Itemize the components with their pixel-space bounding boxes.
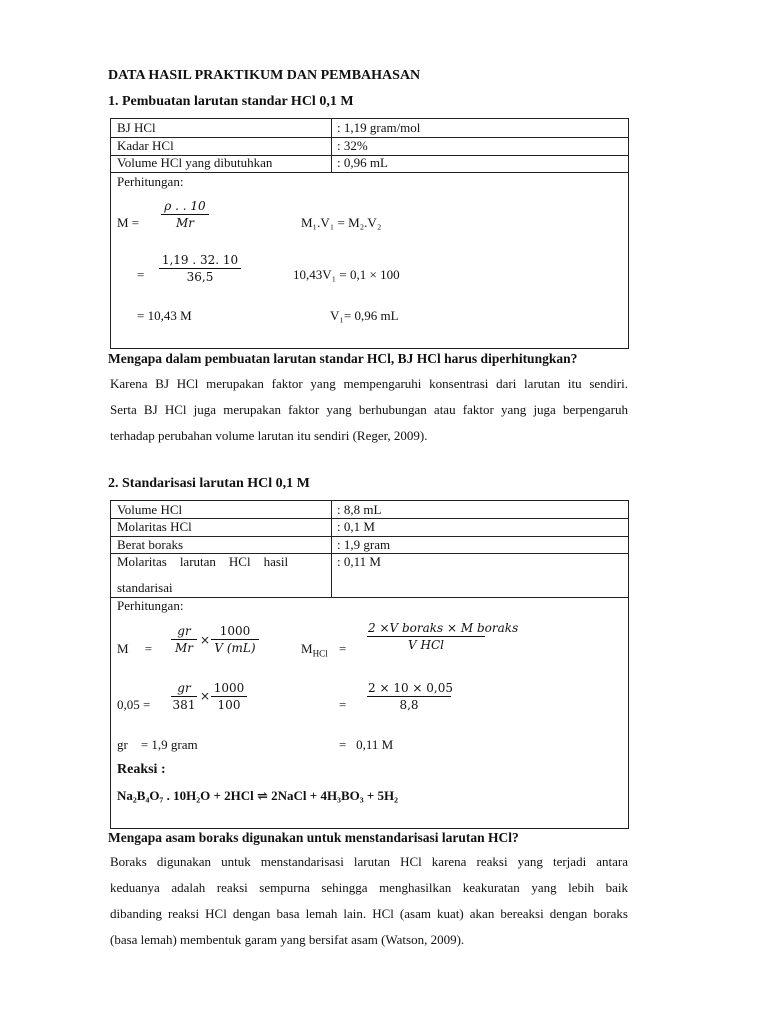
row-value: : 8,8 mL xyxy=(337,502,382,517)
row-value: : 0,1 M xyxy=(337,519,375,534)
eq-sign: = xyxy=(339,697,347,712)
fraction xyxy=(367,621,519,652)
row-label: Kadar HCl xyxy=(117,138,174,153)
row-value: : 0,96 mL xyxy=(337,155,388,170)
fraction-numerator: ρ . . 10 xyxy=(161,199,209,215)
section1-table xyxy=(110,118,629,349)
calc-label: Perhitungan: xyxy=(117,598,184,613)
fraction xyxy=(367,681,451,712)
section2-table xyxy=(110,500,629,829)
fraction-denominator: Mr xyxy=(174,641,194,655)
section2-answer xyxy=(110,849,628,953)
row-label: BJ HCl xyxy=(117,120,156,135)
fraction-numerator: 1000 xyxy=(211,624,259,640)
row-value: : 0,11 M xyxy=(337,554,381,569)
mhcl-symbol: M xyxy=(301,641,313,656)
eq-result: = 10,43 M xyxy=(137,308,192,323)
fraction xyxy=(171,681,197,712)
fraction-denominator: Mr xyxy=(175,216,195,230)
row-label: Molaritas HCl xyxy=(117,519,192,534)
answer-line: terhadap perubahan volume larutan itu sendiri (Reger, 2009). xyxy=(110,428,428,443)
table-divider xyxy=(111,137,628,138)
table-divider xyxy=(331,501,332,597)
row-value: : 32% xyxy=(337,138,368,153)
row-label: Volume HCl xyxy=(117,502,183,517)
fraction xyxy=(171,624,197,655)
row-label: Volume HCl yang dibutuhkan xyxy=(117,155,273,170)
section2-question: Mengapa asam boraks digunakan untuk menstandarisasi larutan HCl? xyxy=(108,830,519,845)
table-divider xyxy=(111,597,628,598)
eq-right: M₁.V₁ = M₂.V₂ xyxy=(301,215,382,230)
fraction-numerator: gr xyxy=(171,624,197,640)
fraction xyxy=(211,681,247,712)
section1-heading: 1. Pembuatan larutan standar HCl 0,1 M xyxy=(108,94,354,109)
fraction-denominator: 100 xyxy=(217,698,241,712)
eq-right: 10,43V₁ = 0,1 × 100 xyxy=(293,267,400,282)
section2-heading: 2. Standarisasi larutan HCl 0,1 M xyxy=(108,476,310,491)
section1-answer xyxy=(110,371,628,449)
fraction-denominator: 8,8 xyxy=(399,698,419,712)
mhcl-label xyxy=(301,641,328,659)
table-divider xyxy=(111,172,628,173)
eq-lhs: 0,05 = xyxy=(117,697,151,712)
fraction-numerator: 1000 xyxy=(211,681,247,697)
answer-line: (basa lemah) membentuk garam yang bersifat asam (Watson, 2009). xyxy=(110,932,465,947)
fraction-denominator: 381 xyxy=(172,698,196,712)
answer-line: Karena BJ HCl merupakan faktor yang mempengaruhi konsentrasi dari larutan itu sendiri. xyxy=(110,376,628,391)
reaction-equation: Na₂B₄O₇ . 10H₂O + 2HCl ⇌ 2NaCl + 4H₃BO₃ + 5H₂ xyxy=(117,788,399,803)
eq-lhs: M = xyxy=(117,215,140,230)
eq-lhs: M = xyxy=(117,641,153,656)
eq-result: gr = 1,9 gram xyxy=(117,737,198,752)
fraction-numerator: gr xyxy=(171,681,197,697)
eq-result: V₁= 0,96 mL xyxy=(330,308,399,323)
answer-line: Serta BJ HCl juga merupakan faktor yang berhubungan atau faktor yang juga berpengaruh xyxy=(110,402,628,417)
document-title: DATA HASIL PRAKTIKUM DAN PEMBAHASAN xyxy=(108,68,421,83)
section1-question: Mengapa dalam pembuatan larutan standar HCl, BJ HCl harus diperhitungkan? xyxy=(108,351,578,366)
fraction-numerator: 1,19 . 32. 10 xyxy=(159,253,241,269)
fraction-denominator: 36,5 xyxy=(186,270,214,284)
fraction-denominator: V HCl xyxy=(408,638,444,652)
fraction xyxy=(159,253,241,284)
calc-label: Perhitungan: xyxy=(117,174,184,189)
fraction-numerator: 2 ×V boraks × M boraks xyxy=(368,621,519,635)
row-value: : 1,19 gram/mol xyxy=(337,120,421,135)
row-label: standarisai xyxy=(117,580,173,595)
table-divider xyxy=(331,119,332,172)
times-sign: × xyxy=(200,689,211,703)
times-sign: × xyxy=(200,633,211,647)
answer-line: Boraks digunakan untuk menstandarisasi larutan HCl karena reaksi yang terjadi antara xyxy=(110,854,628,869)
fraction xyxy=(211,624,259,655)
fraction xyxy=(161,199,209,230)
answer-line: keduanya adalah reaksi sempurna sehingga menghasilkan keakuratan yang lebih baik xyxy=(110,880,628,895)
mhcl-subscript: HCl xyxy=(312,648,328,659)
eq-sign: = xyxy=(339,641,347,656)
row-value: : 1,9 gram xyxy=(337,537,391,552)
eq-lhs: = xyxy=(137,267,145,282)
reaction-label: Reaksi : xyxy=(117,762,166,777)
row-label: Molaritas larutan HCl hasil xyxy=(117,554,289,569)
row-label: Berat boraks xyxy=(117,537,184,552)
fraction-denominator: V (mL) xyxy=(214,641,256,655)
answer-line: dibanding reaksi HCl dengan basa lemah lain. HCl (asam kuat) akan bereaksi dengan boraks xyxy=(110,906,628,921)
eq-result: = 0,11 M xyxy=(339,737,394,752)
fraction-numerator: 2 × 10 × 0,05 xyxy=(368,681,453,695)
